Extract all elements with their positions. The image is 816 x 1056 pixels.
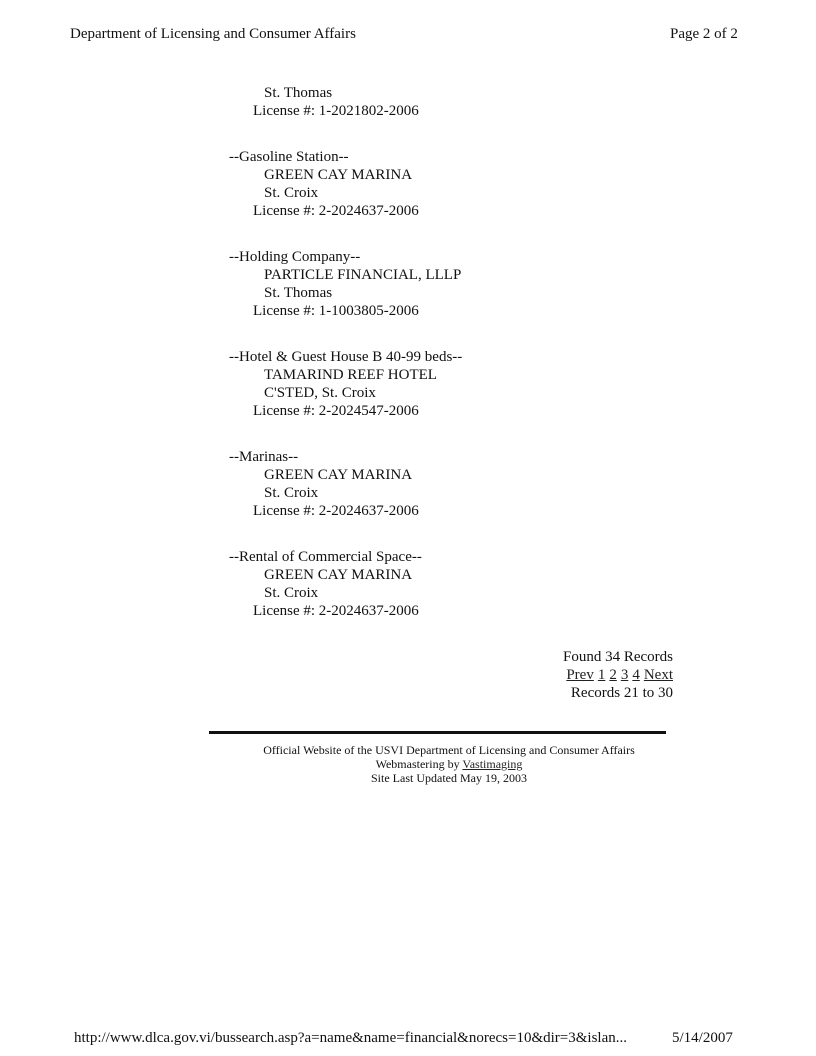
category-heading: --Gasoline Station--	[229, 149, 349, 165]
record-city: St. Thomas	[264, 285, 333, 301]
records-range: Records 21 to 30	[570, 685, 673, 701]
footer-divider	[209, 731, 666, 734]
print-header-title: Department of Licensing and Consumer Affairs	[70, 26, 356, 42]
records-found-count: Found 34 Records	[563, 649, 673, 665]
record-business-name: GREEN CAY MARINA	[264, 467, 413, 483]
next-page-link[interactable]: Next	[643, 667, 673, 683]
record-license: License #: 2-2024547-2006	[253, 403, 419, 419]
site-footer	[209, 743, 689, 785]
category-group	[229, 548, 689, 620]
record-city: St. Thomas	[264, 85, 333, 101]
search-results-list	[229, 84, 689, 620]
category-heading: --Rental of Commercial Space--	[229, 549, 422, 565]
page-link-4[interactable]: 4	[632, 667, 640, 683]
record-business-name: GREEN CAY MARINA	[264, 567, 413, 583]
record-city: St. Croix	[264, 485, 319, 501]
record-city: C'STED, St. Croix	[264, 385, 376, 401]
print-footer-url: http://www.dlca.gov.vi/bussearch.asp?a=name&name=financial&norecs=10&dir=3&islan...	[74, 1030, 627, 1046]
page-link-2[interactable]: 2	[609, 667, 617, 683]
print-header-page-number: Page 2 of 2	[670, 26, 738, 42]
record-license: License #: 2-2024637-2006	[253, 203, 419, 219]
category-heading: --Holding Company--	[229, 249, 361, 265]
category-group	[229, 148, 689, 220]
category-group	[229, 248, 689, 320]
page-link-1[interactable]: 1	[597, 667, 606, 683]
record-license: License #: 2-2024637-2006	[253, 603, 419, 619]
record-license: License #: 1-1003805-2006	[253, 303, 419, 319]
record-business-name: GREEN CAY MARINA	[264, 167, 413, 183]
footer-webmaster-prefix: Webmastering by	[375, 757, 463, 771]
pagination-block	[520, 648, 673, 702]
record-city: St. Croix	[264, 585, 319, 601]
result-record	[229, 84, 689, 120]
page-link-3[interactable]: 3	[620, 667, 629, 683]
record-business-name: PARTICLE FINANCIAL, LLLP	[264, 267, 462, 283]
vastimaging-link[interactable]: Vastimaging	[462, 757, 523, 771]
category-group	[229, 448, 689, 520]
print-footer-date: 5/14/2007	[672, 1030, 733, 1046]
footer-webmaster-line	[209, 757, 689, 771]
category-heading: --Marinas--	[229, 449, 299, 465]
record-license: License #: 2-2024637-2006	[253, 503, 419, 519]
footer-last-updated: Site Last Updated May 19, 2003	[371, 771, 527, 785]
record-business-name: TAMARIND REEF HOTEL	[264, 367, 437, 383]
prev-page-link[interactable]: Prev	[566, 667, 594, 683]
record-license: License #: 1-2021802-2006	[253, 103, 419, 119]
footer-official-line: Official Website of the USVI Department of Licensing and Consumer Affairs	[263, 743, 635, 757]
category-group	[229, 348, 689, 420]
record-city: St. Croix	[264, 185, 319, 201]
pagination-links	[520, 666, 673, 684]
category-heading: --Hotel & Guest House B 40-99 beds--	[229, 349, 463, 365]
